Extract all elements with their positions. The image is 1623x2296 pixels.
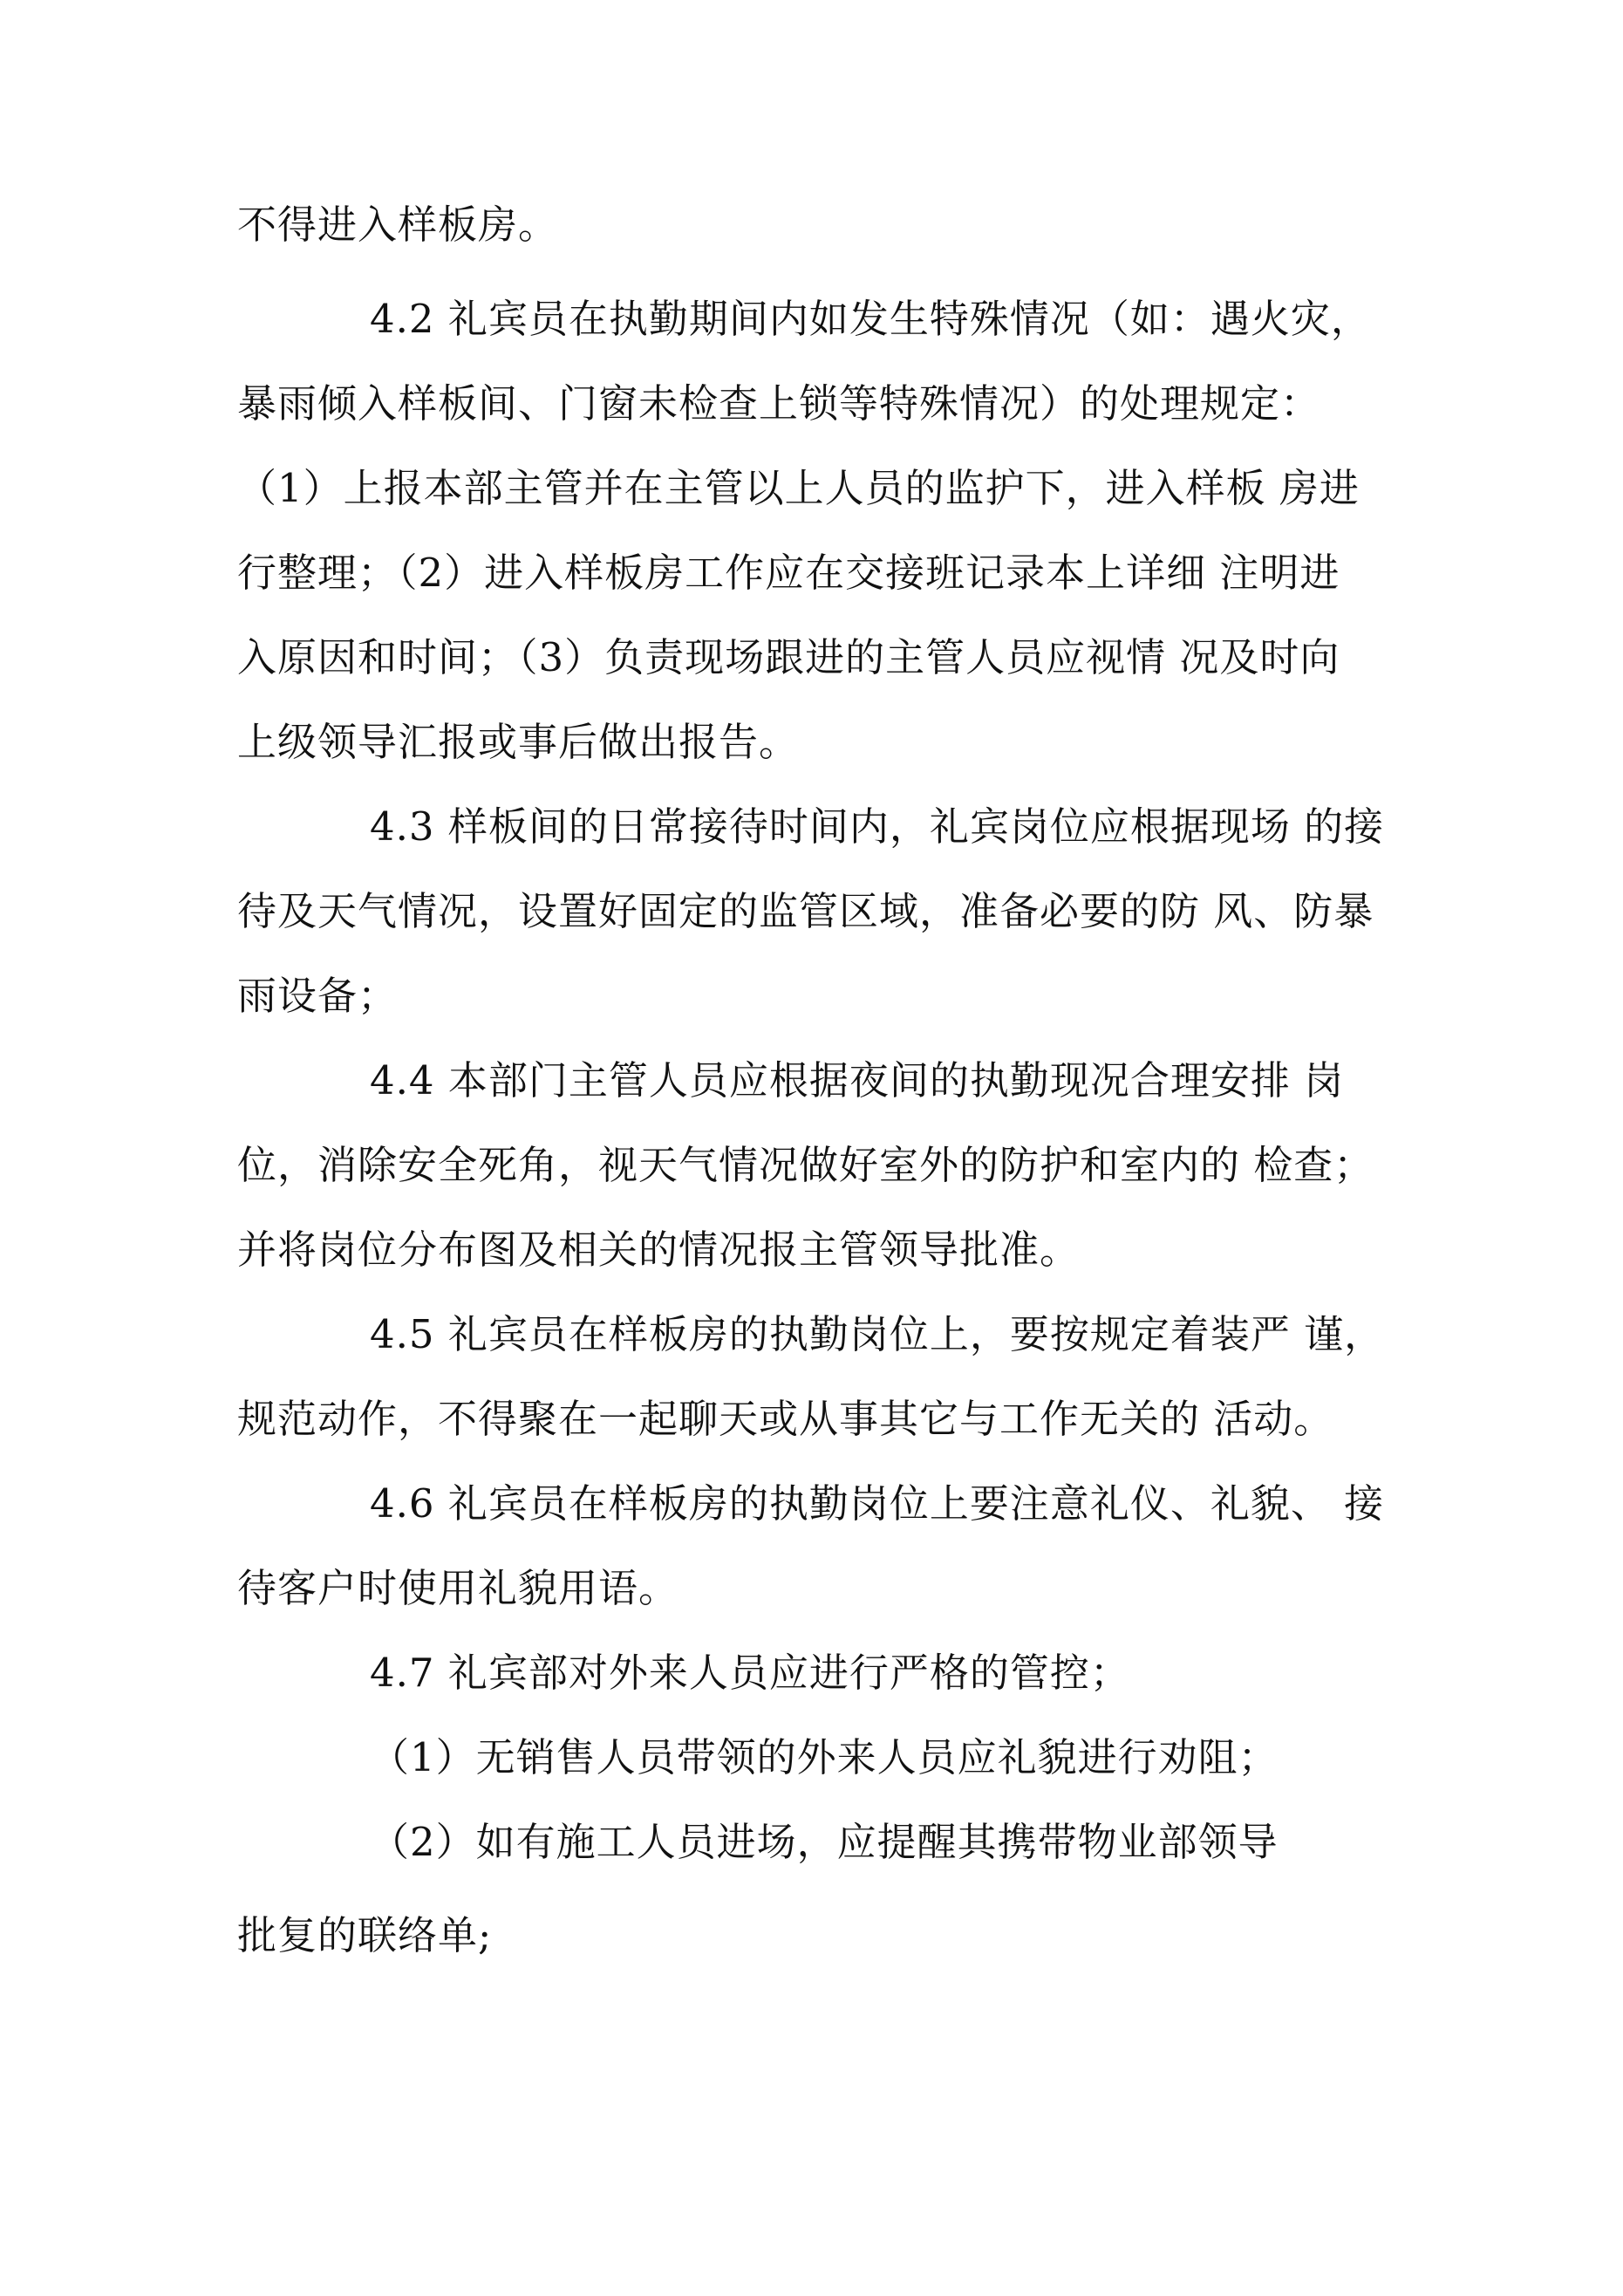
- text-line: 入原因和时间；（3）负责现场跟进的主管人员应视情 况及时向: [237, 634, 1340, 680]
- text-line: 不得进入样板房。: [237, 202, 559, 248]
- text-line: 并将岗位分布图及相关的情况报主管领导批准。: [237, 1227, 1081, 1273]
- text-line: （1）无销售人员带领的外来人员应礼貌进行劝阻；: [370, 1734, 1279, 1780]
- text-line: 4.2 礼宾员在执勤期间内如发生特殊情况（如：遇火灾，: [370, 296, 1371, 342]
- text-line: 上级领导汇报或事后做出报告。: [237, 719, 800, 765]
- text-line: 待及天气情况，设置好固定的监管区域，准备必要的防 风、防暴: [237, 888, 1374, 934]
- text-line: 规范动作，不得聚在一起聊天或从事其它与工作无关的 活动。: [237, 1396, 1334, 1442]
- text-line: 4.4 本部门主管人员应根据夜间的执勤现况合理安排 岗: [370, 1057, 1345, 1104]
- text-line: 暴雨倾入样板间、门窗未检查上锁等特殊情况）的处理规定：: [237, 380, 1321, 427]
- text-line: 待客户时使用礼貌用语。: [237, 1565, 679, 1611]
- text-line: 行整理；（2）进入样板房工作应在交接班记录本上详细 注明进: [237, 550, 1340, 596]
- text-line: 4.5 礼宾员在样板房的执勤岗位上，要按规定着装严 谨，: [370, 1311, 1385, 1357]
- text-line: 4.7 礼宾部对外来人员应进行严格的管控；: [370, 1650, 1130, 1696]
- text-line: 4.3 样板间的日常接待时间内，礼宾岗位应根据现场 的接: [370, 803, 1385, 850]
- text-line: 雨设备；: [237, 973, 399, 1019]
- text-line: （1）上报本部主管并在主管以上人员的监护下，进入样板 房进: [237, 465, 1360, 511]
- text-line: 批复的联络单;: [237, 1912, 493, 1958]
- text-line: （2）如有施工人员进场，应提醒其携带物业部领导: [370, 1819, 1279, 1865]
- text-line: 4.6 礼宾员在样板房的执勤岗位上要注意礼仪、礼貌、 接: [370, 1480, 1385, 1527]
- text-line: 位，消除安全死角，视天气情况做好室外的防护和室内的 检查；: [237, 1142, 1374, 1188]
